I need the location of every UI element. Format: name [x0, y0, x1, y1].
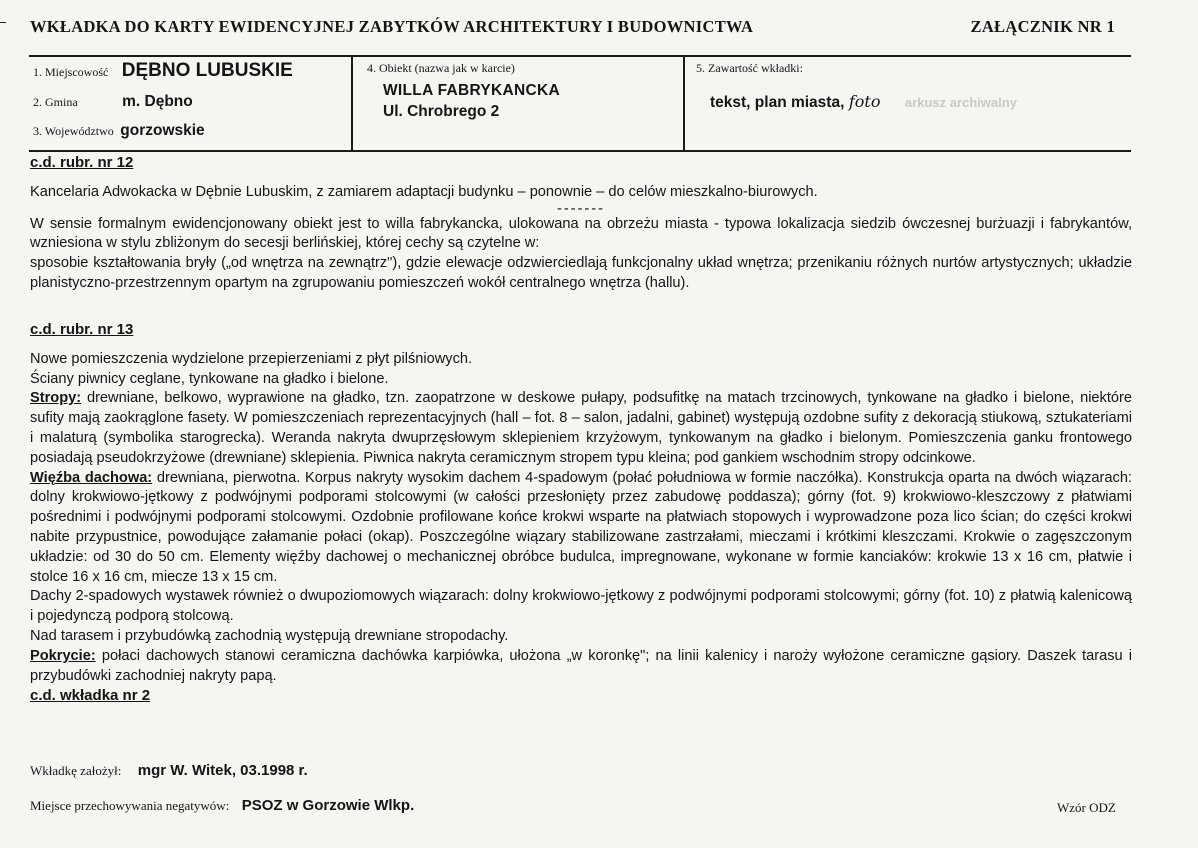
wiezba-paragraph — [30, 469, 1132, 588]
contents-label: 5. Zawartość wkładki: — [696, 61, 803, 75]
pokrycie-label: Pokrycie: — [30, 647, 96, 664]
dachy-paragraph: Dachy 2-spadowych wystawek również o dwupoziomowych wiązarach: dolny krokwiowo-jętkowy z podwójnymi podporami stolcowymi; górny (fot. 10) z płatwią kalenicową i pojedynczą podporą stolcową. — [30, 588, 1132, 625]
section-rubr-12 — [30, 153, 1132, 294]
pokrycie-text: połaci dachowych stanowi ceramiczna dachówka karpiówka, ułożona „w koronkę"; na linii kalenicy i naroży wyłożone ceramiczne gąsiory. Daszek tarasu i przybudówki zachodniej nakryty papą. — [30, 647, 1132, 684]
rubr12-paragraph-3: sposobie kształtowania bryły („od wnętrza na zewnątrz"), gdzie elewacje odzwierciedlają funkcjonalny układ wnętrza; przenikaniu różnych nurtów artystycznych; układzie planistyczno-przestrzennym opartym na zgrupowaniu pomieszczeń wokół centralnego wnętrza (hallu). — [30, 255, 1132, 291]
form-code: Wzór ODZ — [1057, 800, 1116, 815]
section-rubr-13 — [30, 320, 1132, 706]
header-rule-bottom — [29, 150, 1131, 152]
object-name: WILLA FABRYKANCKA — [383, 82, 561, 99]
object-address: Ul. Chrobrego 2 — [383, 103, 500, 120]
founded-label: Wkładkę założył: — [30, 763, 122, 778]
stropy-paragraph — [30, 389, 1132, 468]
section-title-rubr-13: c.d. rubr. nr 13 — [30, 321, 134, 338]
rubr12-divider: ------- — [556, 200, 606, 217]
contents-faint: arkusz archiwalny — [904, 95, 1017, 110]
column-divider-2 — [683, 56, 685, 151]
commune-label: 2. Gmina — [33, 95, 78, 109]
annex-number: ZAŁĄCZNIK NR 1 — [970, 17, 1115, 36]
edge-mark — [0, 22, 6, 23]
locality-label: 1. Miejscowość — [33, 65, 109, 79]
wiezba-label: Więźba dachowa: — [30, 469, 153, 486]
stropy-text: drewniane, belkowo, wyprawione na gładko, tzn. zaopatrzone w deskowe pułapy, podsufitkę na matach trzcinowych, tynkowane na gładko i bielone, niektóre sufity mają zaokrąglone fasety. W pomieszczeniach reprezentacyjnych (hall – fot. 8 – salon, jadalni, gabinet) występują ozdobne sufity z dekoracją stiukową, sztukateriami i malaturą (symbolika starogrecka). Weranda nakryta dwuprzęsłowym sklepieniem krzyżowym, tynkowanym na gładko i bielonym. Pomieszczenia ganku frontowego posiadają pseudokrzyżowe (drewniane) sklepienia. Piwnica nakryta ceramicznym stropem typu kleina; pod gankiem wschodnim stropy odcinkowe. — [30, 390, 1132, 466]
continued-note: c.d. wkładka nr 2 — [30, 687, 151, 705]
rubr13-paragraph-2: Ściany piwnicy ceglane, tynkowane na gładko i bielone. — [30, 370, 389, 387]
storage-value: PSOZ w Gorzowie Wlkp. — [241, 797, 415, 814]
section-title-rubr-12: c.d. rubr. nr 12 — [30, 154, 134, 171]
founded-value: mgr W. Witek, 03.1998 r. — [137, 762, 308, 779]
form-title: WKŁADKA DO KARTY EWIDENCYJNEJ ZABYTKÓW ARCHITEKTURY I BUDOWNICTWA — [30, 17, 754, 36]
voivodeship-value: gorzowskie — [120, 122, 205, 139]
voivodeship-label: 3. Województwo — [33, 124, 114, 138]
contents-field — [710, 92, 1017, 112]
pokrycie-paragraph — [30, 647, 1132, 687]
locality-field — [33, 60, 293, 82]
column-divider-1 — [351, 56, 353, 151]
storage-field — [30, 797, 414, 815]
commune-field — [33, 93, 193, 111]
stropy-label: Stropy: — [30, 390, 82, 407]
voivodeship-field — [33, 122, 205, 140]
rubr13-paragraph-1: Nowe pomieszczenia wydzielone przepierzeniami z płyt pilśniowych. — [30, 350, 473, 367]
taras-paragraph: Nad tarasem i przybudówką zachodnią występują drewniane stropodachy. — [30, 627, 509, 644]
locality-value: DĘBNO LUBUSKIE — [121, 60, 293, 81]
rubr12-paragraph-2: W sensie formalnym ewidencjonowany obiekt jest to willa fabrykancka, ulokowana na obrzeżu miasta - typowa lokalizacja siedzib ówczesnej burżuazji i fabrykantów, wzniesiona w stylu zbliżonym do secesji berlińskiej, której cechy są czytelne w: — [30, 215, 1132, 252]
rubr12-paragraph-1: Kancelaria Adwokacka w Dębnie Lubuskim, z zamiarem adaptacji budynku – ponownie – do celów mieszkalno-biurowych. — [30, 183, 818, 200]
commune-value: m. Dębno — [122, 93, 193, 110]
founded-field — [30, 762, 308, 780]
wiezba-text: drewniana, pierwotna. Korpus nakryty wysokim dachem 4-spadowym (połać południowa w formie naczółka). Konstrukcja oparta na dwóch wiązarach: dolny krokwiowo-jętkowy z podwójnymi podporami stolcowymi (w całości przesłonięty przez zabudowę poddasza); górny (fot. 9) krokwiowo-kleszczowy z płatwiami pośrednimi i podwójnymi podporami stolcowymi. Ozdobnie profilowane końce krokwi wsparte na płatwiach stopowych i wyprowadzone poza lico ścian; do części krokwi nabite przypustnice, powodujące załamanie połaci (okap). Poszczególne wiązary stabilizowane zastrzałami, mieczami i krótkimi kleszczami. Krokwie o zagęszczonym układzie: od 30 do 50 cm. Elementy więźby dachowej o mechanicznej obróbce budulca, impregnowane, wykonane w formie kanciaków: krokwie 13 x 16 cm, płatwie i stolce 16 x 16 cm, miecze 13 x 15 cm. — [30, 469, 1132, 585]
contents-handwritten: foto — [848, 92, 881, 111]
contents-value: tekst, plan miasta, — [710, 94, 845, 111]
object-label: 4. Obiekt (nazwa jak w karcie) — [367, 61, 515, 75]
header-rule-top — [29, 55, 1131, 57]
storage-label: Miejsce przechowywania negatywów: — [30, 798, 230, 813]
